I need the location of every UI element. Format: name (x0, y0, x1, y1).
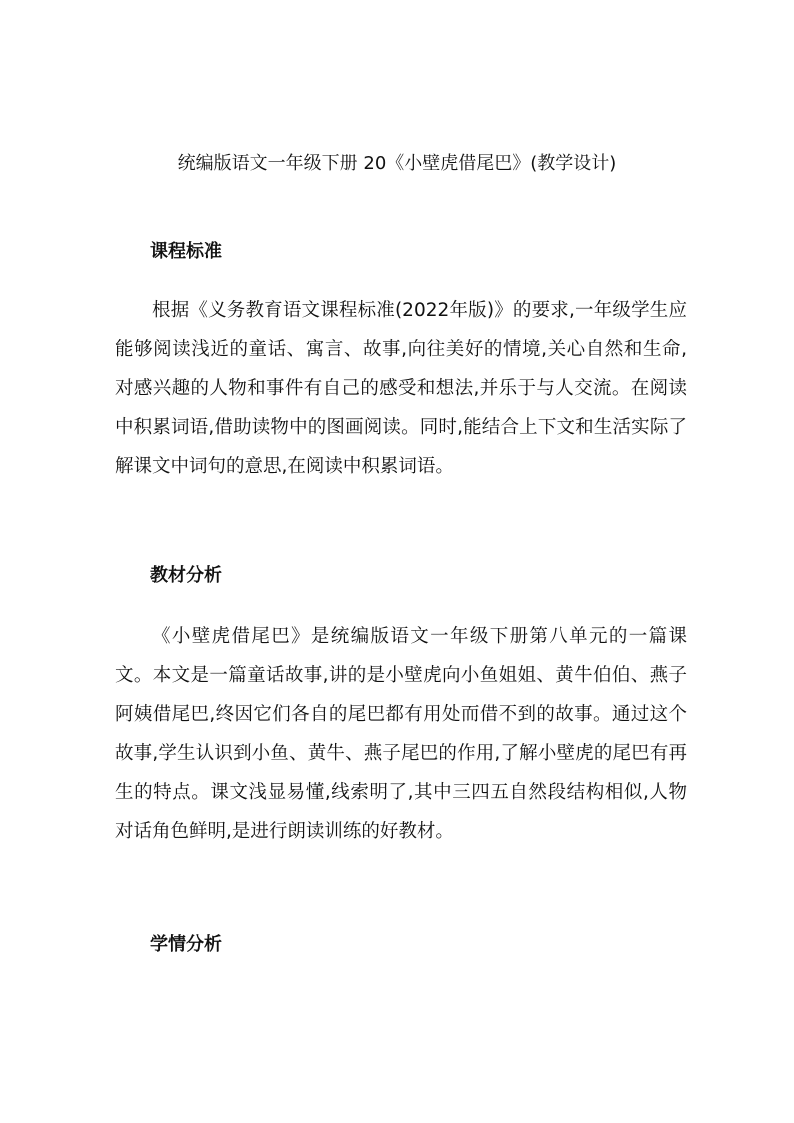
section-heading-curriculum-standard: 课程标准 (150, 241, 222, 262)
section-heading-student-analysis: 学情分析 (150, 934, 222, 955)
section-paragraph-curriculum-standard: 根据《义务教育语文课程标准(2022年版)》的要求,一年级学生应能够阅读浅近的童话、寓言、故事,向往美好的情境,关心自然和生命,对感兴趣的人物和事件有自己的感受和想法,并乐于与人交流。在阅读中积累词语,借助读物中的图画阅读。同时,能结合上下文和生活实际了解课文中词句的意思,在阅读中积累词语。 (115, 300, 687, 477)
section-paragraph-textbook-analysis: 《小壁虎借尾巴》是统编版语文一年级下册第八单元的一篇课文。本文是一篇童话故事,讲的是小壁虎向小鱼姐姐、黄牛伯伯、燕子阿姨借尾巴,终因它们各自的尾巴都有用处而借不到的故事。通过这个故事,学生认识到小鱼、黄牛、燕子尾巴的作用,了解小壁虎的尾巴有再生的特点。课文浅显易懂,线索明了,其中三四五自然段结构相似,人物对话角色鲜明,是进行朗读训练的好教材。 (115, 626, 687, 842)
document-title: 统编版语文一年级下册 20《小壁虎借尾巴》(教学设计) (177, 153, 617, 174)
section-heading-textbook-analysis: 教材分析 (150, 565, 222, 586)
